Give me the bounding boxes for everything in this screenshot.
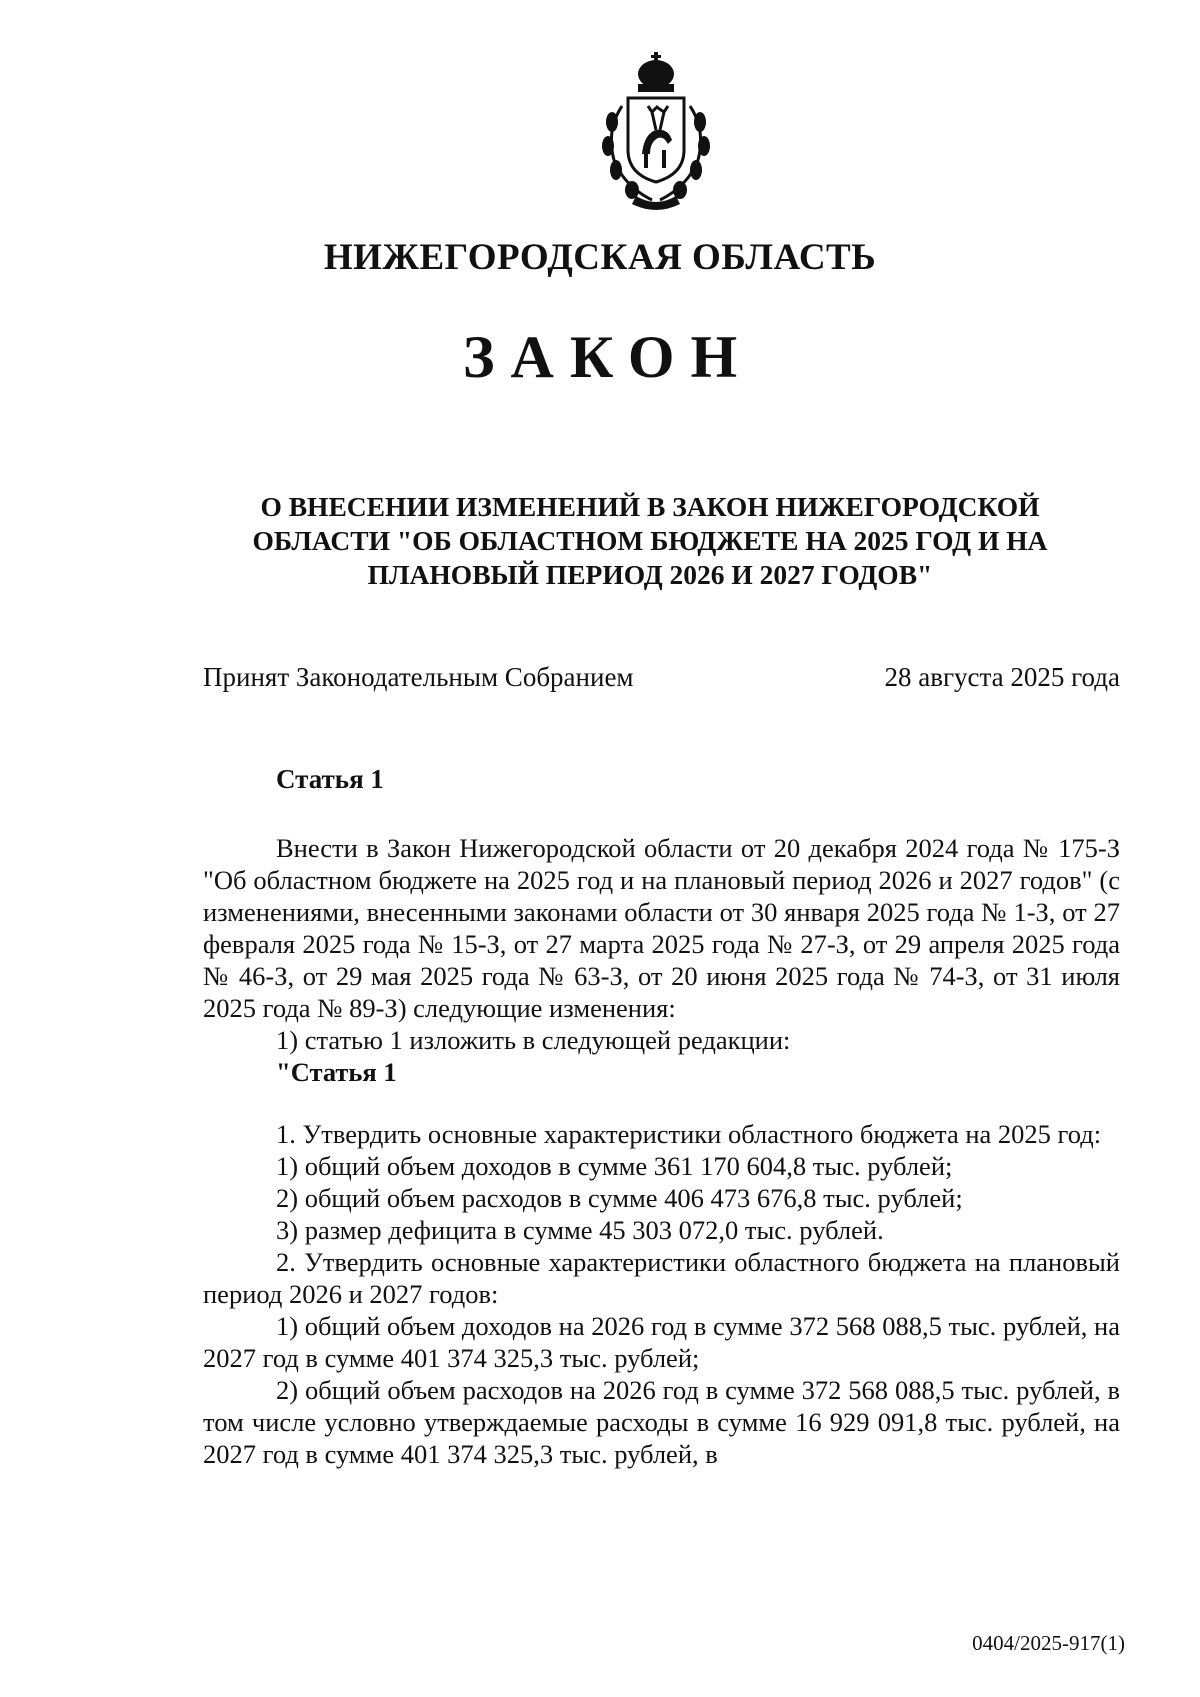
subclause-paragraph: 2) общий объем расходов в сумме 406 473 676,8 тыс. рублей;	[276, 1183, 963, 1213]
adopted-by-text: Принят Законодательным Собранием	[203, 662, 634, 692]
subject-line: ОБЛАСТИ "ОБ ОБЛАСТНОМ БЮДЖЕТЕ НА 2025 ГОД И НА	[252, 525, 1048, 556]
adoption-date: 28 августа 2025 года	[884, 662, 1120, 692]
document-type-title: ЗАКОН	[462, 324, 754, 390]
subject-line: О ВНЕСЕНИИ ИЗМЕНЕНИЙ В ЗАКОН НИЖЕГОРОДСКОЙ	[260, 491, 1040, 522]
document-number: 0404/2025-917(1)	[972, 1631, 1125, 1655]
region-title: НИЖЕГОРОДСКАЯ ОБЛАСТЬ	[323, 237, 877, 278]
subclause-paragraph: 3) размер дефицита в сумме 45 303 072,0 тыс. рублей.	[276, 1215, 884, 1245]
amendment-item: 1) статью 1 изложить в следующей редакции:	[276, 1025, 791, 1055]
adoption-line	[203, 662, 1120, 693]
coat-of-arms-emblem	[592, 50, 720, 210]
subclause-paragraph: 2) общий объем расходов на 2026 год в сумме 372 568 088,5 тыс. рублей, в том числе условно утверждаемые расходы в сумме 16 929 091,8 тыс. рублей, на 2027 год в сумме 401 374 325,3 тыс. рублей, в	[203, 1375, 1120, 1469]
spacer	[203, 1088, 1120, 1118]
subclause-paragraph: 1) общий объем доходов на 2026 год в сумме 372 568 088,5 тыс. рублей, на 2027 год в сумме 401 374 325,3 тыс. рублей;	[203, 1311, 1120, 1373]
article-body	[203, 832, 1120, 1470]
subclause-paragraph: 1) общий объем доходов в сумме 361 170 604,8 тыс. рублей;	[276, 1151, 953, 1181]
clause-paragraph: 1. Утвердить основные характеристики областного бюджета на 2025 год:	[276, 1119, 1102, 1149]
clause-paragraph: 2. Утвердить основные характеристики областного бюджета на плановый период 2026 и 2027 годов:	[203, 1247, 1120, 1309]
article-heading: Статья 1	[276, 764, 384, 794]
quoted-article-heading: "Статья 1	[276, 1057, 397, 1087]
subject-line: ПЛАНОВЫЙ ПЕРИОД 2026 И 2027 ГОДОВ"	[367, 559, 933, 590]
article-intro-paragraph: Внести в Закон Нижегородской области от 20 декабря 2024 года № 175-З "Об областном бюджете на 2025 год и на плановый период 2026 и 2027 годов" (с изменениями, внесенными законами области от 30 января 2025 года № 1-З, от 27 февраля 2025 года № 15-З, от 27 марта 2025 года № 27-З, от 29 апреля 2025 года № 46-З, от 29 мая 2025 года № 63-З, от 20 июня 2025 года № 74-З, от 31 июля 2025 года № 89-З) следующие изменения:	[203, 833, 1120, 1023]
law-subject-title	[220, 490, 1080, 592]
